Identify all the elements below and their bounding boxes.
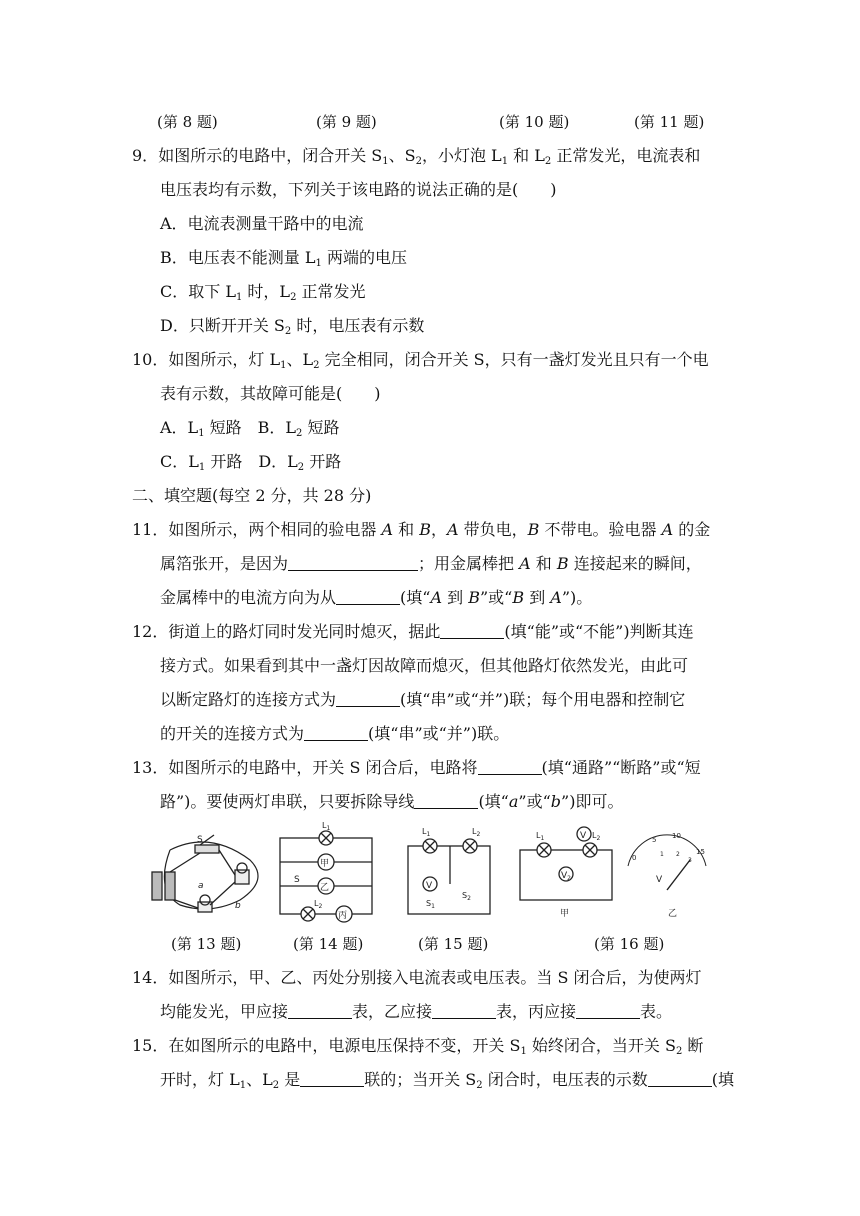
answer-blank[interactable] — [300, 1072, 364, 1087]
svg-text:乙: 乙 — [668, 909, 678, 919]
svg-text:V: V — [656, 875, 663, 885]
fig13-label-b: b — [235, 901, 241, 911]
figure-16 — [520, 827, 706, 919]
caption-fig-15: (第 15 题) — [418, 935, 489, 953]
fig14-meter-jia: 甲 — [320, 859, 330, 869]
q9-option-b: B．电压表不能测量 $L_1$ 两端的电压 — [160, 248, 407, 269]
q9-option-c: C．取下 $L_1$ 时，$L_2$ 正常发光 — [160, 282, 366, 303]
fig14-meter-yi: 乙 — [320, 883, 330, 893]
svg-text:S: S — [294, 875, 300, 885]
q12-line4: 的开关的连接方式为 (填“串”或“并”)联。 — [160, 724, 510, 743]
q10-options-cd: C．$L_1$ 开路 D．$L_2$ 开路 — [160, 452, 342, 473]
q9-option-d: D．只断开开关 $S_2$ 时，电压表有示数 — [160, 316, 425, 337]
figure-15 — [408, 827, 490, 914]
answer-blank[interactable] — [478, 760, 542, 775]
caption-fig-11: (第 11 题) — [634, 113, 705, 131]
q14-line2: 均能发光，甲应接 表，乙应接 表，丙应接 表。 — [160, 1002, 673, 1021]
svg-text:0: 0 — [632, 854, 637, 862]
q15-line2: 开时，灯 $L_1$、$L_2$ 是 联的；当开关 $S_2$ 闭合时，电压表的示数 (填 — [160, 1070, 734, 1091]
svg-text:V: V — [580, 831, 587, 841]
answer-blank[interactable] — [288, 556, 418, 571]
q10-options-ab: A．$L_1$ 短路 B．$L_2$ 短路 — [160, 418, 340, 439]
answer-blank[interactable] — [336, 590, 400, 605]
figure-14 — [280, 821, 372, 922]
section-heading: 二、填空题(每空 2 分，共 28 分) — [132, 486, 372, 505]
svg-text:5: 5 — [652, 836, 657, 844]
caption-fig-10: (第 10 题) — [499, 113, 570, 131]
svg-text:S1: $S_1$ — [426, 899, 435, 910]
q13-line2: 路”)。要使两灯串联，只要拆除导线 (填“a”或“b”)即可。 — [160, 792, 624, 811]
answer-blank[interactable] — [432, 1004, 496, 1019]
caption-fig-16: (第 16 题) — [594, 935, 665, 953]
figure-13 — [152, 835, 258, 912]
svg-text:15: 15 — [696, 848, 705, 856]
fig14-meter-bing: 丙 — [338, 911, 348, 921]
q13-line1: 13．如图所示的电路中，开关 S 闭合后，电路将 (填“通路”“断路”或“短 — [132, 758, 701, 777]
answer-blank[interactable] — [304, 726, 368, 741]
q9-line1: 9．如图所示的电路中，闭合开关 $S_1$、$S_2$，小灯泡 $L_1$ 和 $L_2$ 正常发光，电流表和 — [132, 146, 701, 167]
q12-line1: 12．街道上的路灯同时发光同时熄灭，据此 (填“能”或“不能”)判断其连 — [132, 622, 694, 641]
svg-text:L1: $L_1$ — [422, 827, 431, 838]
svg-text:L2: $L_2$ — [314, 899, 323, 910]
fig13-label-s: S — [197, 835, 203, 845]
svg-text:V: V — [426, 881, 433, 891]
svg-text:2: 2 — [676, 851, 680, 858]
caption-fig-13: (第 13 题) — [171, 935, 242, 953]
answer-blank[interactable] — [440, 624, 504, 639]
answer-blank[interactable] — [576, 1004, 640, 1019]
circuit-figures — [140, 820, 720, 928]
q12-line2: 接方式。如果看到其中一盏灯因故障而熄灭，但其他路灯依然发光，由此可 — [160, 656, 689, 675]
q9-option-a: A．电流表测量干路中的电流 — [160, 214, 364, 233]
answer-blank[interactable] — [414, 794, 478, 809]
svg-text:S2: $S_2$ — [462, 891, 471, 902]
caption-fig-14: (第 14 题) — [293, 935, 364, 953]
answer-blank[interactable] — [336, 692, 400, 707]
q10-line1: 10．如图所示，灯 $L_1$、$L_2$ 完全相同，闭合开关 S，只有一盏灯发光且只有一个电 — [132, 350, 709, 371]
q11-line2: 属箔张开，是因为 ；用金属棒把 A 和 B 连接起来的瞬间， — [160, 554, 702, 573]
svg-text:L1: $L_1$ — [536, 831, 545, 842]
q12-line3: 以断定路灯的连接方式为 (填“串”或“并”)联；每个用电器和控制它 — [160, 690, 686, 709]
q11-line1: 11．如图所示，两个相同的验电器 A 和 B，A 带负电，B 不带电。验电器 A 的金 — [132, 520, 711, 539]
caption-fig-8: (第 8 题) — [157, 113, 218, 131]
svg-text:V2: $V_2$ — [561, 871, 571, 882]
svg-text:1: 1 — [660, 851, 664, 858]
svg-text:L1: $L_1$ — [322, 821, 331, 832]
answer-blank[interactable] — [288, 1004, 352, 1019]
q14-line1: 14．如图所示，甲、乙、丙处分别接入电流表或电压表。当 S 闭合后，为使两灯 — [132, 968, 702, 987]
answer-blank[interactable] — [648, 1072, 712, 1087]
svg-text:L2: $L_2$ — [592, 831, 601, 842]
q10-line2: 表有示数，其故障可能是( ) — [160, 384, 381, 403]
caption-fig-9: (第 9 题) — [316, 113, 377, 131]
svg-text:3: 3 — [688, 857, 692, 864]
q9-line2: 电压表均有示数，下列关于该电路的说法正确的是( ) — [160, 180, 557, 199]
fig13-label-a: a — [198, 881, 204, 891]
q11-line3: 金属棒中的电流方向为从 (填“A 到 B”或“B 到 A”)。 — [160, 588, 593, 607]
q15-line1: 15．在如图所示的电路中，电源电压保持不变，开关 $S_1$ 始终闭合，当开关 $S_2$ 断 — [132, 1036, 704, 1057]
svg-text:10: 10 — [672, 832, 681, 840]
svg-text:L2: $L_2$ — [472, 827, 481, 838]
svg-text:甲: 甲 — [560, 909, 570, 919]
